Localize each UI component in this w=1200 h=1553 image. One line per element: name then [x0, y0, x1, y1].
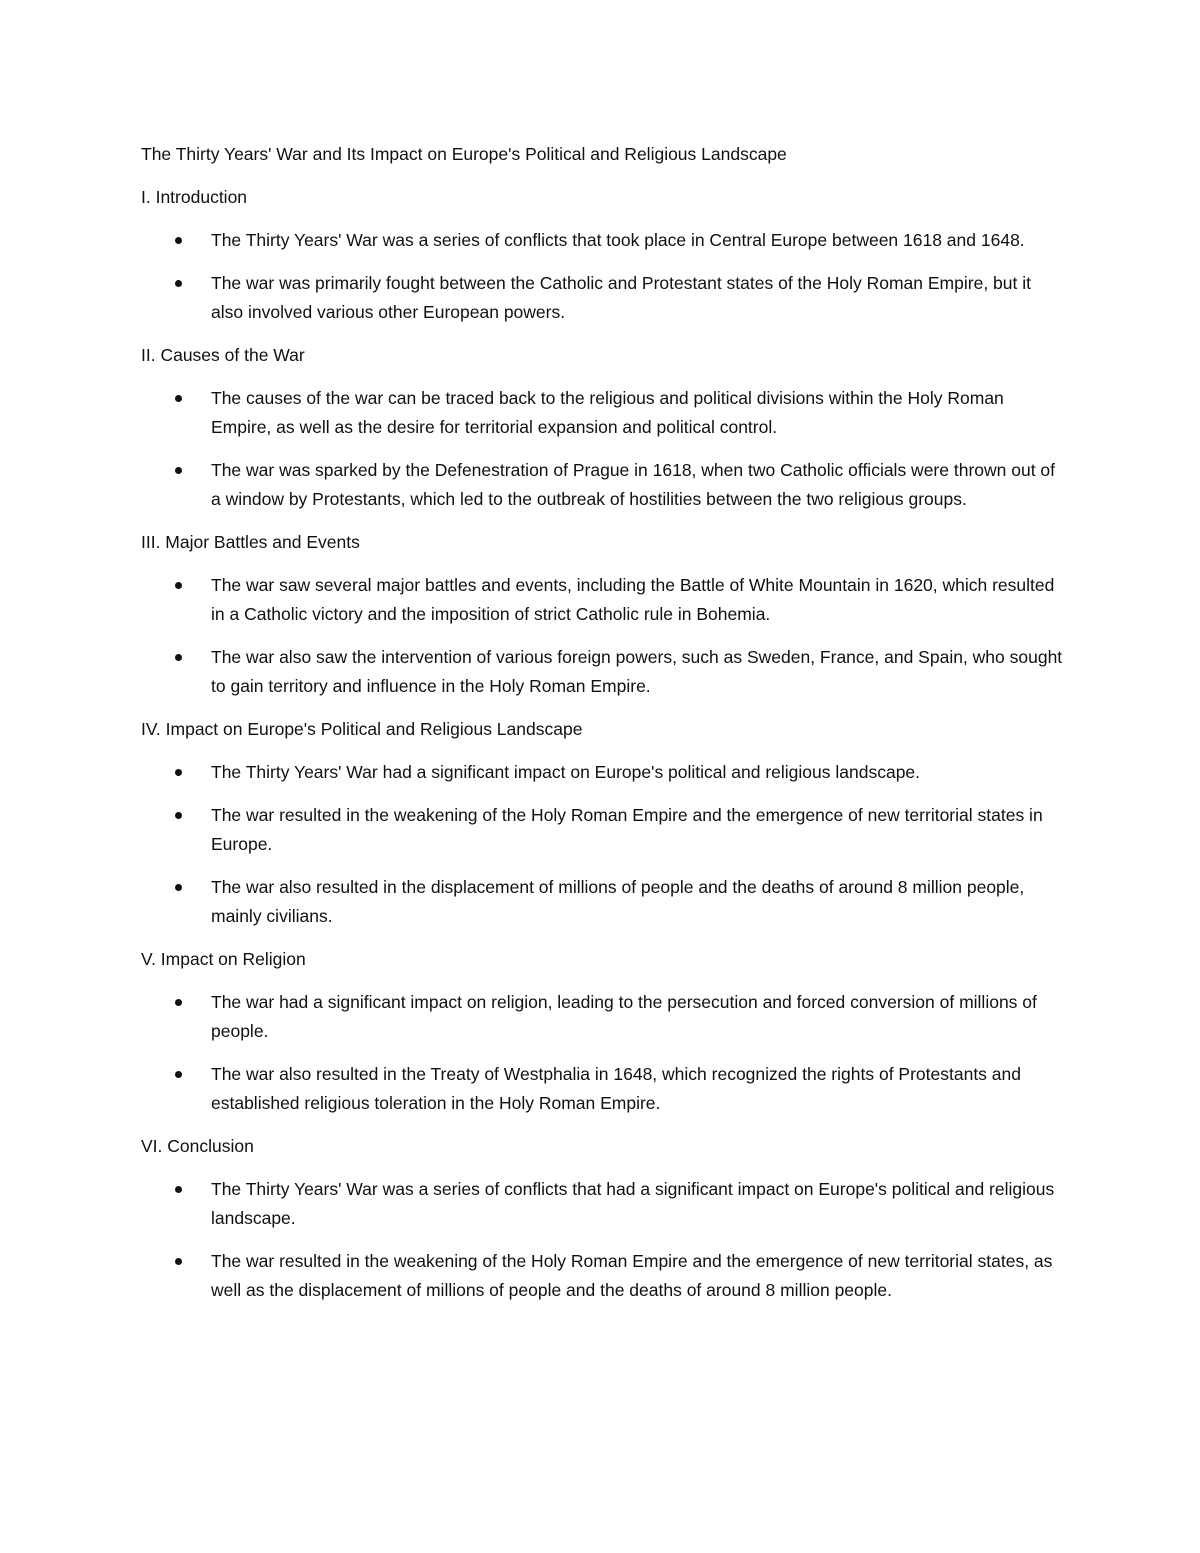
- list-item-text: The war had a significant impact on religion, leading to the persecution and forced conversion of millions of people.: [211, 992, 1037, 1041]
- list-item: [141, 1247, 1066, 1305]
- list-item-text: The war was primarily fought between the Catholic and Protestant states of the Holy Roman Empire, but it also involved various other European powers.: [211, 273, 1031, 322]
- list-item: [141, 384, 1066, 442]
- document-title: The Thirty Years' War and Its Impact on Europe's Political and Religious Landscape: [141, 144, 787, 164]
- list-item: [141, 1060, 1066, 1118]
- bullet-icon: [175, 999, 182, 1006]
- bullet-icon: [175, 395, 182, 402]
- bullet-icon: [175, 884, 182, 891]
- list-item-text: The causes of the war can be traced back to the religious and political divisions within the Holy Roman Empire, as well as the desire for territorial expansion and political control.: [211, 388, 1004, 437]
- section-heading-impact-religion: V. Impact on Religion: [141, 949, 306, 969]
- bullet-icon: [175, 1071, 182, 1078]
- section-heading-battles: III. Major Battles and Events: [141, 532, 360, 552]
- list-item-text: The Thirty Years' War had a significant impact on Europe's political and religious landscape.: [211, 762, 921, 782]
- list-item: [141, 801, 1066, 859]
- section-heading-causes: II. Causes of the War: [141, 345, 305, 365]
- list-item-text: The war also saw the intervention of various foreign powers, such as Sweden, France, and Spain, who sought to gain territory and influence in the Holy Roman Empire.: [211, 647, 1063, 696]
- bullet-icon: [175, 1186, 182, 1193]
- list-item: [141, 226, 1066, 255]
- list-item: [141, 269, 1066, 327]
- bullet-icon: [175, 812, 182, 819]
- bullet-list-impact-landscape: [141, 758, 1066, 931]
- list-item-text: The Thirty Years' War was a series of conflicts that had a significant impact on Europe's political and religious landscape.: [211, 1179, 1055, 1228]
- list-item-text: The war resulted in the weakening of the Holy Roman Empire and the emergence of new territorial states, as well as the displacement of millions of people and the deaths of around 8 million people.: [211, 1251, 1053, 1300]
- section-heading-conclusion: VI. Conclusion: [141, 1136, 254, 1156]
- bullet-list-impact-religion: [141, 988, 1066, 1118]
- list-item: [141, 571, 1066, 629]
- list-item: [141, 1175, 1066, 1233]
- list-item: [141, 873, 1066, 931]
- bullet-icon: [175, 280, 182, 287]
- bullet-icon: [175, 467, 182, 474]
- list-item: [141, 456, 1066, 514]
- section-heading-introduction: I. Introduction: [141, 187, 248, 207]
- bullet-icon: [175, 769, 182, 776]
- bullet-list-conclusion: [141, 1175, 1066, 1305]
- list-item: [141, 758, 1066, 787]
- list-item-text: The war was sparked by the Defenestration of Prague in 1618, when two Catholic officials were thrown out of a window by Protestants, which led to the outbreak of hostilities between the two religious groups.: [211, 460, 1056, 509]
- bullet-list-causes: [141, 384, 1066, 514]
- section-heading-impact-landscape: IV. Impact on Europe's Political and Religious Landscape: [141, 719, 583, 739]
- bullet-list-battles: [141, 571, 1066, 701]
- bullet-icon: [175, 237, 182, 244]
- bullet-list-introduction: [141, 226, 1066, 327]
- list-item: [141, 643, 1066, 701]
- bullet-icon: [175, 582, 182, 589]
- list-item-text: The war also resulted in the Treaty of Westphalia in 1648, which recognized the rights of Protestants and established religious toleration in the Holy Roman Empire.: [211, 1064, 1021, 1113]
- list-item-text: The Thirty Years' War was a series of conflicts that took place in Central Europe between 1618 and 1648.: [211, 230, 1025, 250]
- list-item: [141, 988, 1066, 1046]
- list-item-text: The war saw several major battles and events, including the Battle of White Mountain in 1620, which resulted in a Catholic victory and the imposition of strict Catholic rule in Bohemia.: [211, 575, 1055, 624]
- document-body: [141, 140, 1066, 1319]
- list-item-text: The war resulted in the weakening of the Holy Roman Empire and the emergence of new territorial states in Europe.: [211, 805, 1043, 854]
- list-item-text: The war also resulted in the displacement of millions of people and the deaths of around 8 million people, mainly civilians.: [211, 877, 1025, 926]
- bullet-icon: [175, 1258, 182, 1265]
- bullet-icon: [175, 654, 182, 661]
